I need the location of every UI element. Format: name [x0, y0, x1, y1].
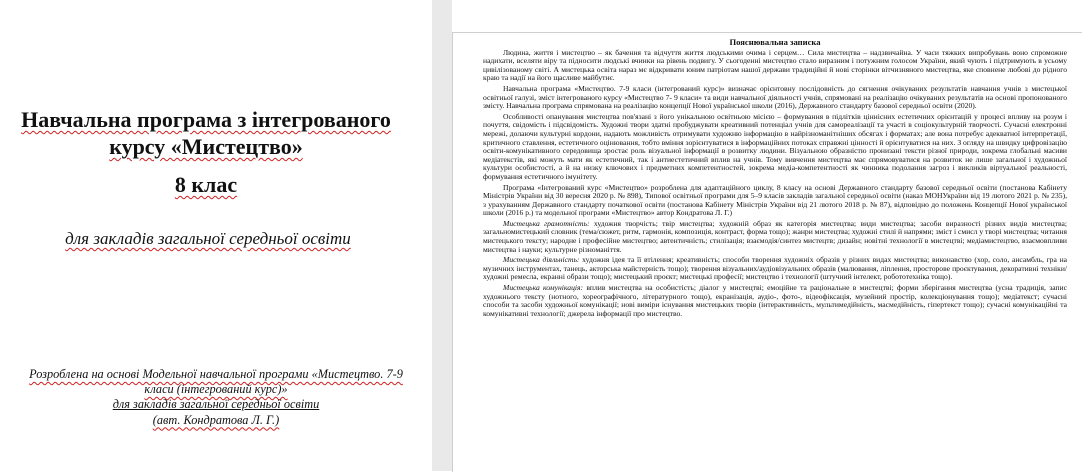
program-title-line-2: курсу «Мистецтво» — [109, 134, 303, 159]
grade-label: 8 клас — [174, 172, 238, 197]
activity-text: художня ідея та її втілення; креативність; способи творення художніх образів у різних видах мистецтва; виконавство (хор, соло, ансамбль, гра на музичних інструментах, танець, акторська майстерність тощо); творення візуальних/аудіовізуальних образів (малювання, ліплення, просторове проєктування, декоративні техніки/художні ремесла, екранні образи тощо); мистецький проєкт; мистецькі професії; мистецтво і технології (штучний інтелект, робототехніка тощо). — [483, 255, 1067, 282]
activity-label: Мистецька діяльність: — [503, 255, 580, 265]
credit-line-2: класи (інтегрований курс)» — [144, 382, 288, 397]
document-body — [483, 38, 1067, 318]
explanatory-note-title: Пояснювальна записка — [729, 37, 821, 47]
paragraph-basis: Програма «Інтегрований курс «Мистецтво» розроблена для адаптаційного циклу, 8 класу на основі Державного стандарту базової середньої освіти (постанова Кабінету Міністрів України від 30 вересня 2020 р. № 898), Типової освітньої програми для 5–9 класів закладів загальної середньої освіти (наказ МОНУкраїни від 19 лютого 2021 р. № 235), з урахуванням Державного стандарту початкової освіти (постанова Кабінету Міністрів України від 21 лютого 2018 р. № 87), відповідно до положень Концепції Нової української школи (2016 р.) та модельної програми «Мистецтво» автор Кондратова Л. Г.) — [483, 182, 1067, 218]
program-title-line-1: Навчальна програма з інтегрованого — [21, 107, 391, 132]
credit-line-3: для закладів загальної середньої освіти — [112, 397, 320, 412]
credit-line-1: Розроблена на основі Модельної навчальної програми «Мистецтво. 7-9 — [29, 367, 403, 381]
literacy-text: художня творчість; твір мистецтва; художній образ як категорія мистецтва; види мистецтва; засоби виразності різних видів мистецтва; загальномистецький словник (тема/сюжет, ритм, гармонія, композиція, контраст, форма тощо); жанри мистецтва; художні стилі й напрями; зміст і смисл у творі мистецтва; читання мистецького тексту; народне і професійне мистецтво; автентичність; стилізація; взаємодія/синтез мистецтв; дизайн; новітні технології в мистецтві; медіамистецтво, взаємовпливи мистецтва і науки; культурне різноманіття. — [483, 218, 1067, 254]
paragraph-literacy — [483, 220, 1067, 254]
schools-subtitle: для закладів загальної середньої освіти — [65, 229, 351, 248]
document-page — [452, 32, 1082, 472]
paragraph-intro: Людина, життя і мистецтво – як бачення та відчуття життя людськими очима і серцем… Сила мистецтва – надзвичайна. У часи тяжких випробувань воно спроможне надихати, вселяти віру та підносити людські вчинки на рівень подвигу. У сьогоденні мистецтво стало виразним і потужним голосом України, який чують і підтримують в усьому цивілізованому світі. А мистецька освіта нараз мє відкривати юним патріотам нашої держави традиційні й нові сторінки вітчизняного мистецтва, яке сповнене любові до рідного краю та надії на його щасливе майбутнє. — [483, 47, 1067, 83]
communication-label: Мистецька комунікація: — [503, 283, 584, 293]
paragraph-features: Особливості опанування мистецтва пов'язані з його унікальною освітньою місією – формування в підлітків ціннісних естетичних орієнтацій у процесі впливу на розум і почуття, свідомість і підсвідомість. Художні твори здатні пробуджувати креативний потенціал учнів для самореалізації та участі в соціокультурній творчості. Сучасні електронні мережі, долаючи культурні кордони, надають можливість отримувати художню інформацію в найрізноманітніших обсягах і форматах; але вона потребує адекватної інтерпретації, критичного ставлення, естетичного оцінювання, тобто вміння зорієнтуватися в інформаційних потоках справжні цінності й орієнтуватися на них. З огляду на швидку цифровізацію освіти-комунікативного середовища зростає роль візуальної інформації в розвитку людини. Візуальною образністю пронизані тексти різної природи, зокрема глобальні масиви медіатекстів, які можуть мати як естетичний, так і антиестетичний вплив на учнів. Тому вивчення мистецтва має спрямовуватися на розвиток не лише загальної і художньої культури особистості, а й на низку ключових і предметних компетентностей, зокрема медіа-компетентності як чинника подолання загроз і викликів віртуальної реальності, формування естетичного імунітету. — [483, 111, 1067, 181]
literacy-label: Мистецька грамотність: — [503, 218, 590, 228]
credit-line-4: (авт. Кондратова Л. Г.) — [152, 412, 280, 427]
credit-block — [20, 367, 412, 428]
program-title — [10, 106, 402, 160]
paragraph-activity — [483, 256, 1067, 282]
communication-text: вплив мистецтва на особистість; діалог у мистецтві; емоційне та раціональне в мистецтві; форми зберігання мистецтва (усна традиція, запис художнього тексту (нотного, хореографічного, літературного тощо), екранізація, аудіо-, фото-, відеофіксація, музейний простір, колекціонування тощо); медіатекст; сучасні способи та засоби художньої комунікації; нові виміри існування мистецьких творів (інтерактивність, мультимедійність, масмедійність, гіпертекст тощо); сучасні комунікаційні та комунікативні технології; джерела інформації про мистецтво. — [483, 283, 1067, 318]
title-page — [0, 0, 432, 471]
page-gutter — [432, 0, 452, 471]
paragraph-communication — [483, 284, 1067, 318]
paragraph-program: Навчальна програма «Мистецтво. 7-9 класи (інтегрований курс)» визначає орієнтовну послідовність до сягнення очікуваних результатів навчання учнів з мистецької освітньої галузі, зміст інтегрованого курсу «Мистецтво 7- 9 класи» та види навчальної діяльності учнів, спрямовані на реалізацію очікуваних результатів на основі пропонованого змісту. Навчальна програма спрямована на реалізацію концепції Нової української школи (2016), Державного стандарту базової середньої освіти (2020). — [483, 83, 1067, 111]
